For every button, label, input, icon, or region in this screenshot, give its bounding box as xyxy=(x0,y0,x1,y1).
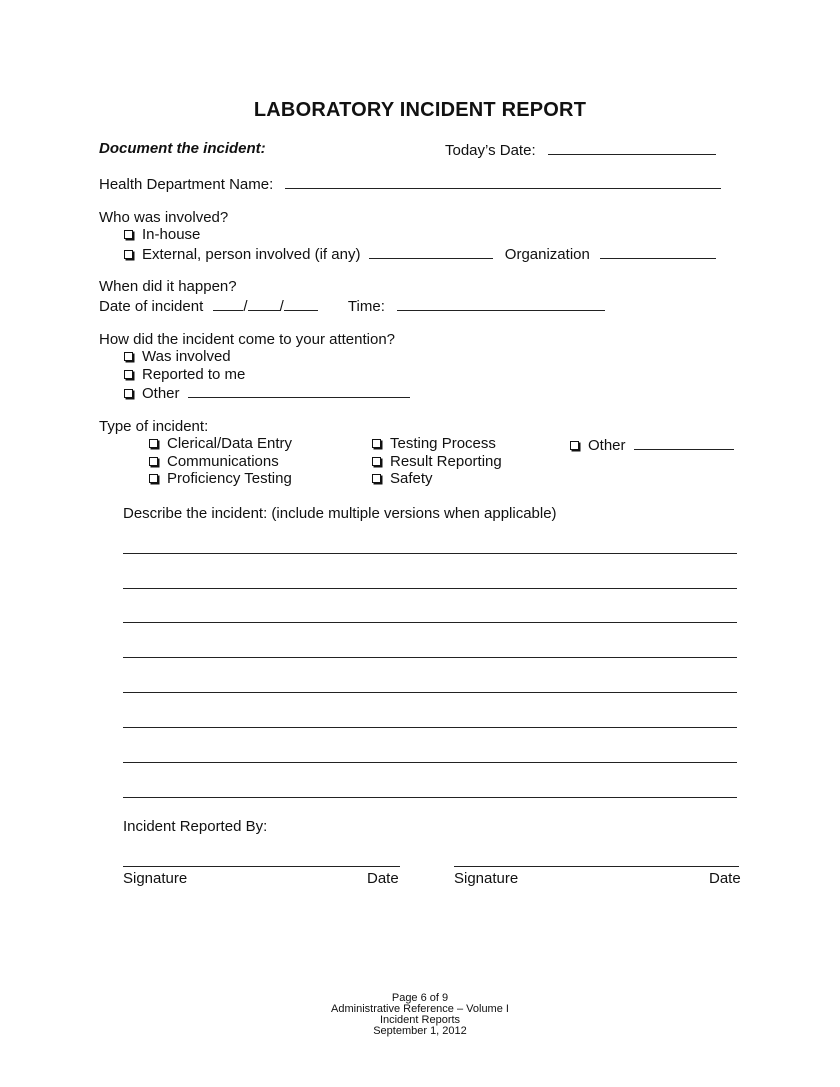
footer-section: Incident Reports xyxy=(379,1014,461,1026)
signature-label-2: Signature xyxy=(454,870,519,887)
option-label: Other xyxy=(142,385,180,402)
checkbox-icon[interactable] xyxy=(372,439,381,448)
date-day-field[interactable] xyxy=(248,297,280,311)
who-option-inhouse[interactable] xyxy=(124,227,200,242)
how-option-other[interactable] xyxy=(124,384,410,401)
footer-date: September 1, 2012 xyxy=(373,1025,467,1037)
option-label: Safety xyxy=(390,470,433,487)
health-department-label: Health Department Name: xyxy=(99,176,274,193)
checkbox-icon[interactable] xyxy=(372,474,381,483)
option-label: Communications xyxy=(167,453,279,470)
document-incident-label: Document the incident: xyxy=(99,140,266,157)
type-option-testing-process[interactable] xyxy=(372,436,496,451)
type-option-clerical[interactable] xyxy=(149,436,292,451)
footer-reference: Administrative Reference – Volume I xyxy=(331,1003,509,1015)
how-option-reported[interactable] xyxy=(124,367,245,382)
time-label: Time: xyxy=(347,298,385,315)
option-label: Proficiency Testing xyxy=(167,470,292,487)
checkbox-icon[interactable] xyxy=(124,250,133,259)
describe-label: Describe the incident: (include multiple versions when applicable) xyxy=(123,505,557,522)
organization-label: Organization xyxy=(504,246,590,263)
organization-field[interactable] xyxy=(600,245,716,259)
type-question: Type of incident: xyxy=(99,418,209,435)
signature-label-1: Signature xyxy=(123,870,188,887)
type-option-safety[interactable] xyxy=(372,471,433,486)
reported-by-label: Incident Reported By: xyxy=(123,818,268,835)
date-label-2: Date xyxy=(709,870,741,887)
todays-date-field[interactable] xyxy=(548,141,716,155)
option-label: Clerical/Data Entry xyxy=(167,435,293,452)
option-label: External, person involved (if any) xyxy=(142,246,361,263)
date-label-1: Date xyxy=(367,870,399,887)
todays-date-row xyxy=(445,141,716,158)
option-label: Testing Process xyxy=(390,435,496,452)
signature-line-2[interactable] xyxy=(454,866,739,867)
how-question: How did the incident come to your attention? xyxy=(99,331,396,348)
describe-line[interactable] xyxy=(123,657,737,658)
how-other-field[interactable] xyxy=(188,384,410,398)
who-question: Who was involved? xyxy=(99,209,229,226)
type-other-field[interactable] xyxy=(634,436,734,450)
describe-line[interactable] xyxy=(123,762,737,763)
type-option-result-reporting[interactable] xyxy=(372,454,502,469)
option-label: Was involved xyxy=(142,348,231,365)
option-label: Reported to me xyxy=(142,366,246,383)
date-year-field[interactable] xyxy=(284,297,318,311)
when-question: When did it happen? xyxy=(99,278,237,295)
date-slash: / xyxy=(279,298,284,315)
page-footer xyxy=(0,993,840,1037)
footer-page-number: Page 6 of 9 xyxy=(391,992,449,1004)
when-row xyxy=(99,297,605,314)
describe-line[interactable] xyxy=(123,692,737,693)
date-month-field[interactable] xyxy=(213,297,243,311)
checkbox-icon[interactable] xyxy=(149,439,158,448)
page-title: LABORATORY INCIDENT REPORT xyxy=(253,99,587,121)
checkbox-icon[interactable] xyxy=(149,474,158,483)
signature-line-1[interactable] xyxy=(123,866,400,867)
describe-line[interactable] xyxy=(123,553,737,554)
option-label: Other xyxy=(588,437,626,454)
describe-line[interactable] xyxy=(123,797,737,798)
time-field[interactable] xyxy=(397,297,605,311)
date-slash: / xyxy=(243,298,248,315)
option-label: In-house xyxy=(142,226,201,243)
checkbox-icon[interactable] xyxy=(124,230,133,239)
describe-line[interactable] xyxy=(123,588,737,589)
external-person-field[interactable] xyxy=(369,245,493,259)
health-department-row xyxy=(99,175,721,192)
describe-line[interactable] xyxy=(123,622,737,623)
describe-line[interactable] xyxy=(123,727,737,728)
how-option-involved[interactable] xyxy=(124,349,231,364)
health-department-field[interactable] xyxy=(285,175,721,189)
type-option-other[interactable] xyxy=(570,436,734,453)
type-option-proficiency[interactable] xyxy=(149,471,292,486)
who-option-external[interactable] xyxy=(124,245,716,262)
checkbox-icon[interactable] xyxy=(149,457,158,466)
checkbox-icon[interactable] xyxy=(124,389,133,398)
option-label: Result Reporting xyxy=(390,453,502,470)
todays-date-label: Today’s Date: xyxy=(445,142,536,159)
checkbox-icon[interactable] xyxy=(570,441,579,450)
date-of-incident-label: Date of incident xyxy=(99,298,204,315)
checkbox-icon[interactable] xyxy=(124,352,133,361)
checkbox-icon[interactable] xyxy=(124,370,133,379)
type-option-communications[interactable] xyxy=(149,454,279,469)
checkbox-icon[interactable] xyxy=(372,457,381,466)
